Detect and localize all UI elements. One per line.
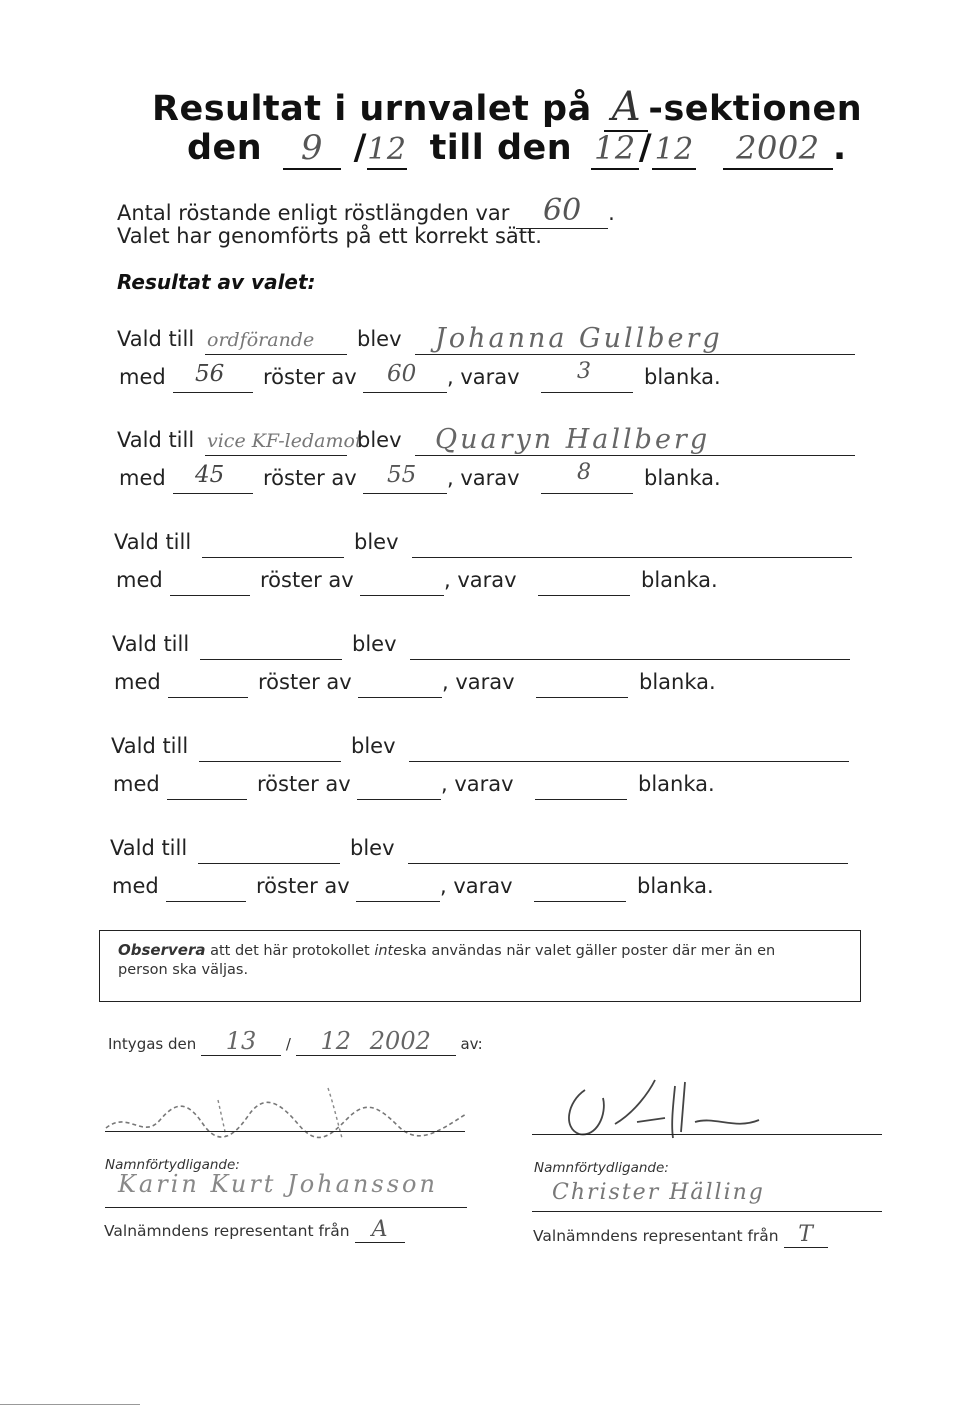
position-value: vice KF-ledamot: [207, 430, 363, 452]
signer-2-caption: Namnförtydligande:: [534, 1160, 669, 1176]
name-field: [412, 557, 852, 558]
to-month-field: [652, 128, 696, 170]
attest-year-value: 2002: [369, 1027, 431, 1055]
to-day-value: 12: [594, 129, 636, 167]
vald-till-label: Vald till: [112, 632, 190, 656]
blank-field: [541, 392, 633, 393]
signer-1-caption: Namnförtydligande:: [105, 1157, 240, 1173]
blanka-label: blanka.: [644, 365, 721, 389]
position-field: [200, 659, 342, 660]
position-value: ordförande: [207, 329, 315, 351]
signer-1-section: A: [371, 1217, 388, 1242]
votes-field: [167, 799, 247, 800]
varav-label: , varav: [444, 568, 517, 592]
votes-field: [166, 901, 246, 902]
from-day-value: 9: [300, 128, 323, 168]
blanka-label: blanka.: [641, 568, 718, 592]
attest-day-value: 13: [225, 1027, 257, 1055]
blev-label: blev: [350, 836, 395, 860]
name-field: [415, 354, 855, 355]
elected-name-value: Johanna Gullberg: [435, 323, 723, 354]
med-label: med: [119, 466, 166, 490]
signer-1-rep: [104, 1217, 405, 1243]
blanka-label: blanka.: [637, 874, 714, 898]
signer-1-rep-label: Valnämndens representant från: [104, 1222, 350, 1240]
notice-line-2: person ska väljas.: [118, 962, 249, 978]
notice-text-b: ska användas när valet gäller poster där mer än en: [402, 943, 776, 959]
votes-field: [168, 697, 248, 698]
to-day-field: [591, 128, 639, 170]
intro-line-2: Valet har genomförts på ett korrekt sätt.: [117, 224, 542, 248]
signer-1-section-field: [355, 1217, 405, 1243]
varav-label: , varav: [447, 365, 520, 389]
from-month-field: [367, 128, 407, 170]
med-label: med: [112, 874, 159, 898]
roster-av-label: röster av: [258, 670, 352, 694]
signature-right: [545, 1072, 805, 1152]
blank-field: [535, 799, 627, 800]
signature-left: [98, 1080, 498, 1150]
med-label: med: [119, 365, 166, 389]
title-line-1: [152, 84, 862, 132]
vald-till-label: Vald till: [117, 428, 195, 452]
signer-2-rep-label: Valnämndens representant från: [533, 1227, 779, 1245]
attest-day-field: [201, 1027, 281, 1056]
total-field: [356, 901, 440, 902]
roster-av-label: röster av: [260, 568, 354, 592]
vald-till-label: Vald till: [110, 836, 188, 860]
blanka-label: blanka.: [638, 772, 715, 796]
position-field: [198, 863, 340, 864]
blev-label: blev: [354, 530, 399, 554]
attest-label: Intygas den: [108, 1035, 197, 1053]
till-label: till den: [429, 128, 573, 168]
year-field: [723, 128, 833, 170]
votes-value: 45: [195, 462, 225, 488]
blank-field: [536, 697, 628, 698]
name-field: [415, 455, 855, 456]
total-field: [358, 697, 442, 698]
year-value: 2002: [736, 129, 820, 167]
vald-till-label: Vald till: [111, 734, 189, 758]
notice-box: [99, 930, 861, 1002]
scan-edge-line: [0, 1404, 140, 1405]
med-label: med: [114, 670, 161, 694]
elected-name-value: Quaryn Hallberg: [435, 424, 711, 455]
blanka-label: blanka.: [644, 466, 721, 490]
total-field: [357, 799, 441, 800]
to-month-value: 12: [654, 132, 694, 167]
slash-2: /: [638, 128, 653, 168]
den-label: den: [187, 128, 263, 168]
votes-field: [173, 493, 253, 494]
roster-av-label: röster av: [256, 874, 350, 898]
position-field: [205, 455, 347, 456]
blev-label: blev: [352, 632, 397, 656]
varav-label: , varav: [442, 670, 515, 694]
title-period: .: [832, 128, 847, 168]
vald-till-label: Vald till: [117, 327, 195, 351]
roster-av-label: röster av: [257, 772, 351, 796]
from-month-value: 12: [367, 132, 407, 167]
total-field: [363, 493, 447, 494]
votes-value: 56: [195, 361, 225, 387]
blank-field: [538, 595, 630, 596]
result-heading: Resultat av valet:: [117, 270, 316, 294]
notice-text-a: att det här protokollet: [210, 943, 370, 959]
intro-text-1: Antal röstande enligt röstlängden var: [117, 201, 510, 225]
med-label: med: [113, 772, 160, 796]
notice-emph: inte: [374, 943, 403, 959]
voter-count-value: 60: [543, 193, 582, 228]
position-field: [199, 761, 341, 762]
varav-label: , varav: [441, 772, 514, 796]
position-field: [205, 354, 347, 355]
notice-bold: Observera: [118, 941, 206, 959]
total-value: 55: [387, 462, 417, 488]
varav-label: , varav: [447, 466, 520, 490]
signature-line-left: [105, 1131, 465, 1132]
signer-2-section: T: [798, 1222, 813, 1247]
name-field: [410, 659, 850, 660]
signer-2-rep: [533, 1222, 828, 1248]
attest-slash: /: [285, 1035, 291, 1053]
signer-2-name-line: [532, 1211, 882, 1212]
blev-label: blev: [357, 428, 402, 452]
section-value: A: [611, 84, 642, 130]
position-field: [202, 557, 344, 558]
attest-date-field: [296, 1027, 456, 1056]
section-field: [604, 84, 648, 132]
attest-row: [108, 1027, 483, 1056]
signer-1-name-line: [105, 1207, 467, 1208]
total-value: 60: [387, 361, 417, 387]
signer-2-name: Christer Hälling: [552, 1180, 765, 1205]
signature-line-right: [532, 1134, 882, 1135]
name-field: [408, 863, 848, 864]
blank-field: [534, 901, 626, 902]
varav-label: , varav: [440, 874, 513, 898]
notice-line-1: [118, 941, 775, 959]
from-day-field: [283, 128, 341, 170]
total-field: [363, 392, 447, 393]
blank-field: [541, 493, 633, 494]
title-prefix: Resultat i urnvalet på: [152, 89, 592, 129]
blev-label: blev: [357, 327, 402, 351]
intro-period: .: [608, 201, 615, 225]
votes-field: [170, 595, 250, 596]
blank-value: 3: [577, 359, 591, 384]
slash-1: /: [353, 128, 367, 168]
title-line-2: [187, 128, 847, 170]
blanka-label: blanka.: [639, 670, 716, 694]
name-field: [409, 761, 849, 762]
roster-av-label: röster av: [263, 365, 357, 389]
signer-2-section-field: [784, 1222, 828, 1248]
med-label: med: [116, 568, 163, 592]
signer-1-name: Karin Kurt Johansson: [118, 1170, 438, 1198]
roster-av-label: röster av: [263, 466, 357, 490]
blank-value: 8: [577, 460, 591, 485]
blev-label: blev: [351, 734, 396, 758]
vald-till-label: Vald till: [114, 530, 192, 554]
total-field: [360, 595, 444, 596]
title-suffix: -sektionen: [648, 89, 863, 129]
attest-month-value: 12: [320, 1027, 351, 1055]
votes-field: [173, 392, 253, 393]
attest-av: av:: [460, 1035, 483, 1053]
